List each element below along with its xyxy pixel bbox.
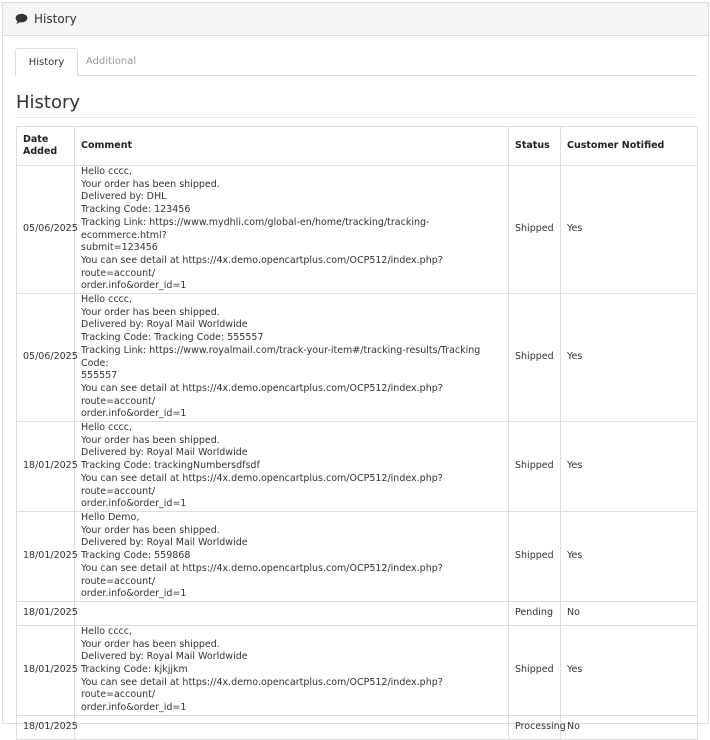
date-cell: 18/01/2025 [17, 511, 75, 601]
comment-cell [75, 601, 509, 625]
comment-cell: Hello cccc, Your order has been shipped. Delivered by: Royal Mail Worldwide Tracking Code: Tracking Code: 555557 Tracking Link: https://www.royalmail.com/track-your-item#/tracking-results/Tracking Code: 555557 You can see detail at https://4x.demo.opencartplus.com/OCP512/index.php?route=account/ order.info&order_id=1 [75, 294, 509, 422]
column-header-notified: Customer Notified [561, 127, 698, 166]
notified-cell: Yes [561, 625, 698, 715]
notified-cell: Yes [561, 294, 698, 422]
tab-additional[interactable]: Additional [85, 55, 137, 67]
status-cell: Processing [509, 715, 561, 739]
date-cell: 05/06/2025 [17, 166, 75, 294]
date-cell: 18/01/2025 [17, 601, 75, 625]
tab-bar [15, 48, 697, 76]
comment-icon [15, 13, 28, 25]
comment-cell: Hello Demo, Your order has been shipped. Delivered by: Royal Mail Worldwide Tracking Code: 559868 You can see detail at https://4x.demo.opencartplus.com/OCP512/index.php?route=account/ order.info&order_id=1 [75, 511, 509, 601]
comment-cell: Hello cccc, Your order has been shipped. Delivered by: Royal Mail Worldwide Tracking Code: kjkjjkm You can see detail at https://4x.demo.opencartplus.com/OCP512/index.php?route=account/ order.info&order_id=1 [75, 625, 509, 715]
table-row [17, 625, 698, 715]
table-row [17, 294, 698, 422]
date-cell: 05/06/2025 [17, 294, 75, 422]
notified-cell: No [561, 715, 698, 739]
comment-cell: Hello cccc, Your order has been shipped. Delivered by: DHL Tracking Code: 123456 Tracking Link: https://www.mydhli.com/global-en/home/tracking/tracking-ecommerce.html? submit=123456 You can see detail at https://4x.demo.opencartplus.com/OCP512/index.php?route=account/ order.info&order_id=1 [75, 166, 509, 294]
column-header-status: Status [509, 127, 561, 166]
date-cell: 18/01/2025 [17, 625, 75, 715]
status-cell: Shipped [509, 511, 561, 601]
section-title: History [16, 92, 81, 113]
history-table [16, 126, 698, 740]
status-cell: Pending [509, 601, 561, 625]
column-header-comment: Comment [75, 127, 509, 166]
comment-cell: Hello cccc, Your order has been shipped. Delivered by: Royal Mail Worldwide Tracking Code: trackingNumbersdfsdf You can see detail at https://4x.demo.opencartplus.com/OCP512/index.php?route=account/ order.info&order_id=1 [75, 422, 509, 512]
notified-cell: No [561, 601, 698, 625]
tab-history[interactable]: History [15, 48, 78, 76]
status-cell: Shipped [509, 294, 561, 422]
status-cell: Shipped [509, 166, 561, 294]
table-row [17, 511, 698, 601]
panel-heading [3, 3, 708, 36]
table-header-row [17, 127, 698, 166]
date-cell: 18/01/2025 [17, 422, 75, 512]
column-header-date: Date Added [17, 127, 75, 166]
date-cell: 18/01/2025 [17, 715, 75, 739]
panel-title: History [34, 12, 77, 26]
notified-cell: Yes [561, 422, 698, 512]
history-panel [2, 2, 709, 732]
comment-cell [75, 715, 509, 739]
table-row [17, 166, 698, 294]
table-row [17, 601, 698, 625]
status-cell: Shipped [509, 422, 561, 512]
notified-cell: Yes [561, 166, 698, 294]
status-cell: Shipped [509, 625, 561, 715]
divider [15, 117, 697, 118]
notified-cell: Yes [561, 511, 698, 601]
table-row [17, 715, 698, 739]
table-row [17, 422, 698, 512]
